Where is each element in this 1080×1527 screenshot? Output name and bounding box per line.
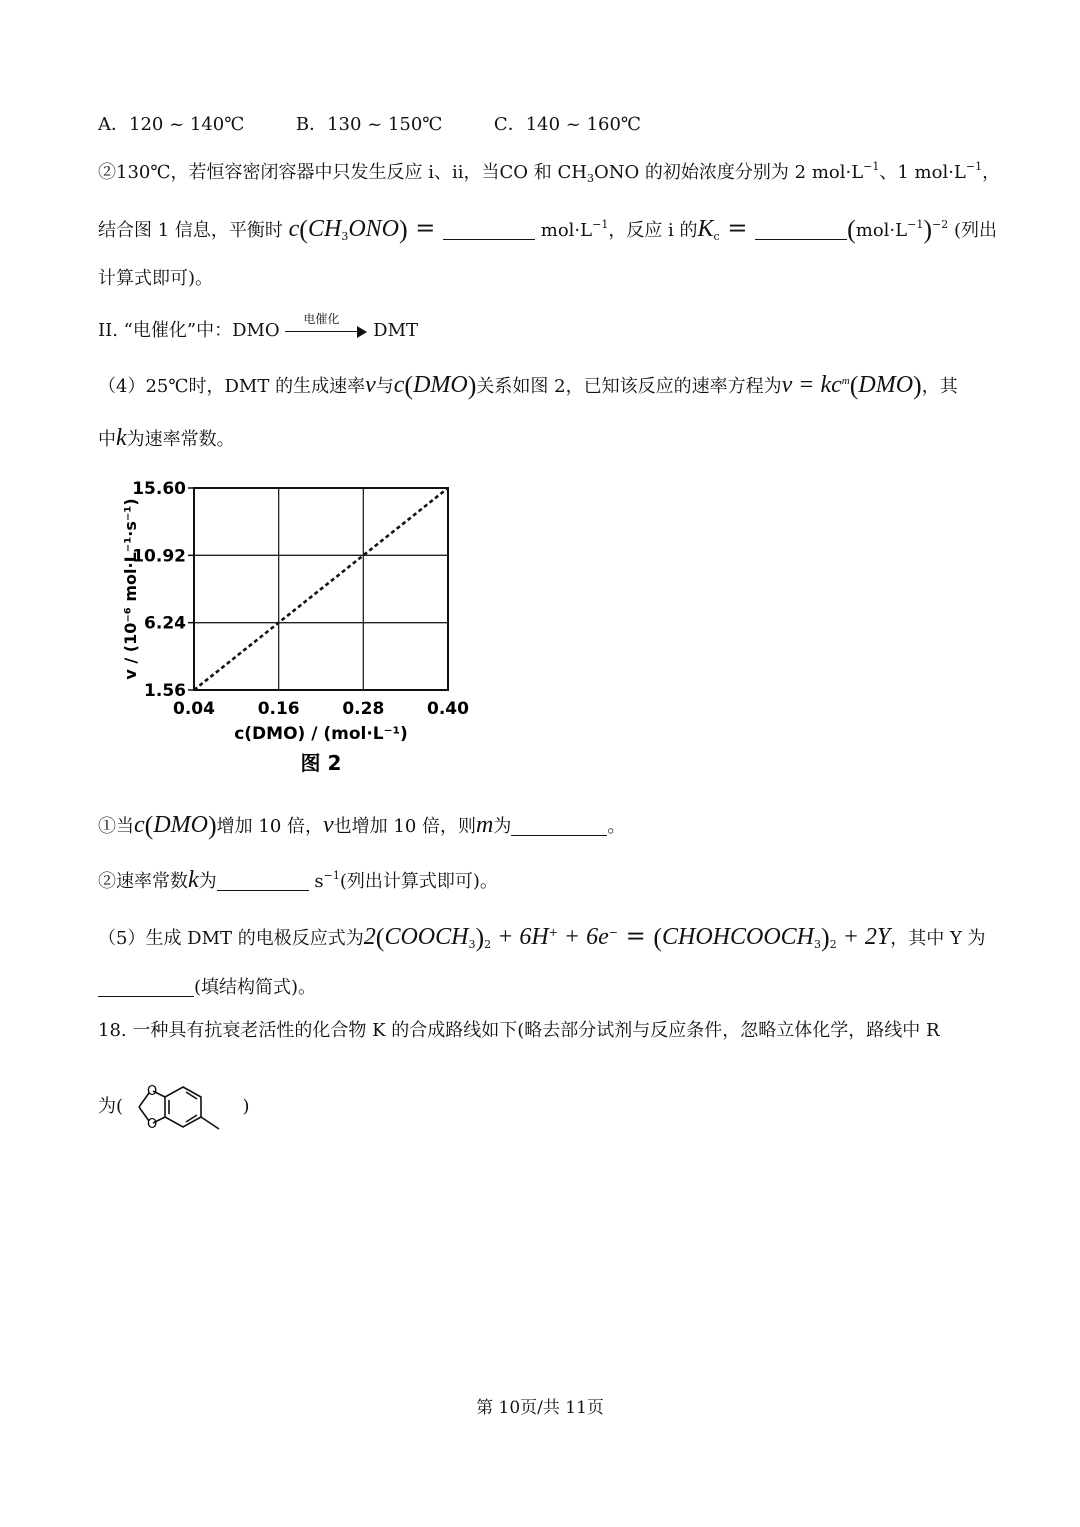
- series-line: [194, 488, 448, 690]
- rate-chart: [110, 476, 480, 776]
- answer-blank-k[interactable]: [217, 870, 309, 891]
- answer-blank-ch3ono[interactable]: [443, 219, 535, 240]
- x-tick-label: 0.40: [427, 699, 469, 719]
- y-tick-label: 1.56: [144, 681, 186, 701]
- q4-line2: 中k为速率常数。: [98, 425, 235, 451]
- q3-2-line1: ②130℃，若恒容密闭容器中只发生反应 i、ii，当CO 和 $CH_3ONO$ 的初始浓度分别为 2 $mol\cdot L^{-1}$、1 $mol\cdot L^{-1}$，: [98, 160, 1001, 185]
- page-footer: 第 10页/共 11页: [476, 1398, 604, 1418]
- svg-text:O: O: [146, 1117, 157, 1132]
- q18-line1: 18. 一种具有抗衰老活性的化合物 K 的合成路线如下(略去部分试剂与反应条件，忽略立体化学，路线中 R: [98, 1020, 940, 1041]
- x-tick-label: 0.16: [257, 699, 300, 719]
- option-b: B．130 ~ 150℃: [295, 114, 443, 135]
- answer-blank-y[interactable]: [98, 976, 194, 997]
- answer-blank-m[interactable]: [511, 815, 607, 836]
- q3-2-line2: 结合图 1 信息，平衡时 $c(CH_3ONO) = mol\cdot L^{-1}$，反应 i 的$K_c = (mol\cdot L^{-1})^{-2}$ (列出: [98, 214, 997, 244]
- q3-2-line3: 计算式即可)。: [98, 268, 214, 289]
- q4-1-line: ①当c(DMO)增加 10 倍，v也增加 10 倍，则m为 。: [98, 811, 626, 840]
- option-a: A．120 ~ 140℃: [98, 114, 245, 135]
- q5-line2: (填结构简式)。: [98, 976, 316, 999]
- y-tick-label: 15.60: [132, 479, 186, 499]
- y-axis-label: v / (10⁻⁶ mol·L⁻¹·s⁻¹): [121, 498, 140, 680]
- chart-caption: 图 2: [300, 751, 342, 775]
- benzodioxole-structure: [131, 1081, 235, 1133]
- x-tick-label: 0.28: [342, 699, 385, 719]
- reaction-arrow: 电催化: [285, 318, 367, 340]
- y-tick-label: 10.92: [132, 546, 186, 567]
- q4-2-line: ②速率常数k为 $s^{-1}$(列出计算式即可)。: [98, 867, 498, 893]
- q5-line1: （5）生成 DMT 的电极反应式为$2(COOCH_3)_2 + 6H^+ + 6e^-$ = $(CHOHCOOCH_3)_2 + 2Y$，其中 Y 为: [98, 922, 986, 952]
- q18-line2: 为( O O ): [98, 1081, 250, 1133]
- svg-text:O: O: [146, 1084, 157, 1099]
- answer-blank-kc[interactable]: [755, 219, 847, 240]
- option-c: C．140 ~ 160℃: [493, 114, 642, 135]
- x-axis-label: c(DMO) / (mol·L⁻¹): [234, 724, 408, 744]
- part2-heading: II. “电催化”中：DMO 电催化 DMT: [98, 312, 419, 341]
- y-tick-label: 6.24: [144, 613, 186, 634]
- x-tick-label: 0.04: [173, 699, 215, 719]
- q4-line1: （4）25℃时，DMT 的生成速率v与c(DMO)关系如图 2，已知该反应的速率方程为$v = kc^m(DMO)$，其: [98, 371, 958, 400]
